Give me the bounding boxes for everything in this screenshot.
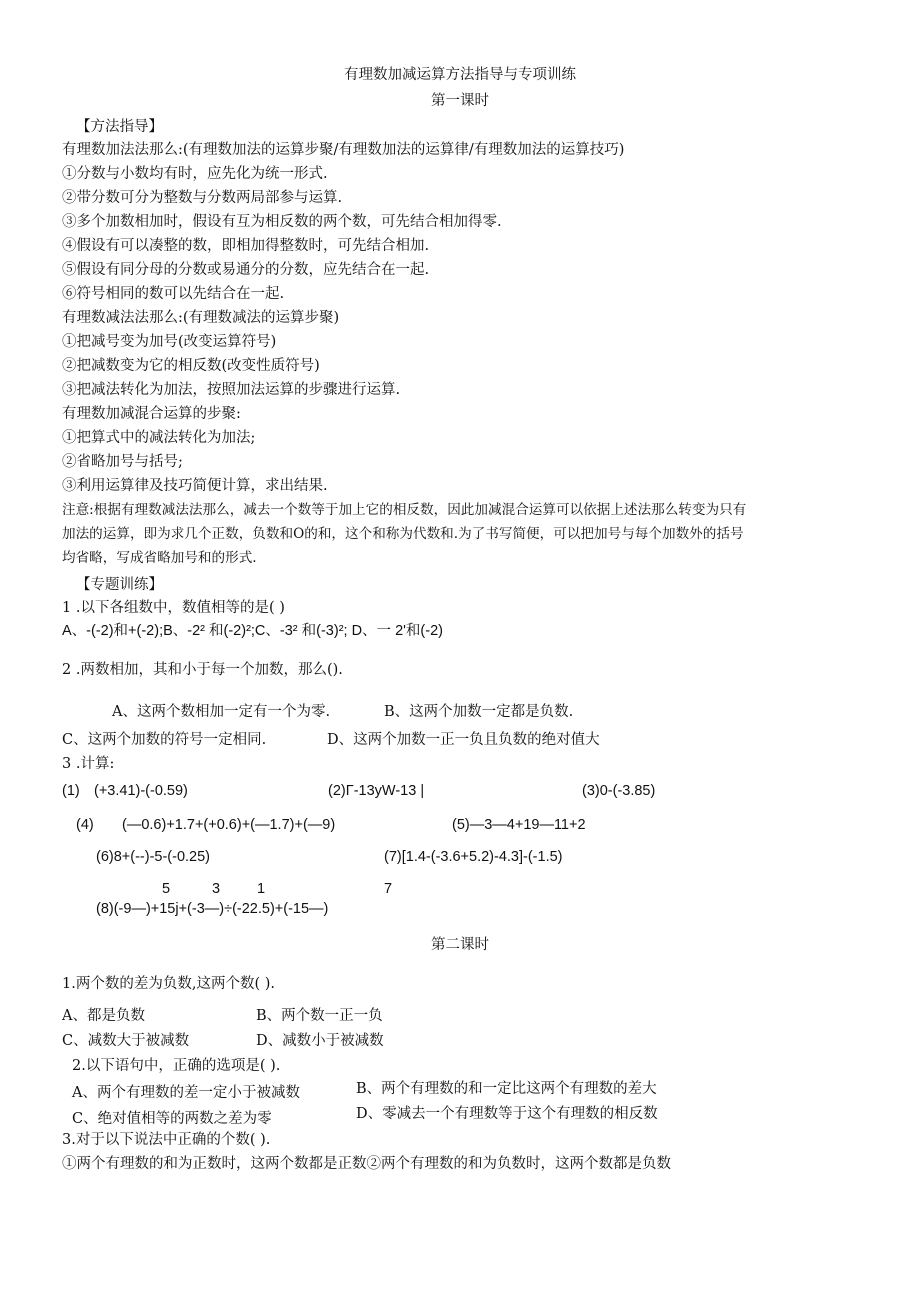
question-2-option-d: D、这两个加数一正一负且负数的绝对值大 [327,732,600,748]
calc-1-label: (1) [62,783,80,799]
lesson-one-heading: 第一课时 [431,93,489,109]
question-3: 3 .计算: [62,756,115,772]
add-rule-4: ④假设有可以凑整的数，即相加得整数时，可先结合相加. [62,238,430,254]
problem-1-option-a: A、都是负数 [62,1008,145,1024]
calc-2: (2)Γ-13yW-13 | [328,783,425,799]
problem-3-statement: ①两个有理数的和为正数时，这两个数都是正数②两个有理数的和为负数时，这两个数都是负数 [62,1156,671,1172]
problem-1-option-c: C、减数大于被减数 [62,1033,190,1049]
problem-1: 1.两个数的差为负数,这两个数( ). [62,976,275,992]
add-rule-intro: 有理数加法法那么:(有理数加法的运算步聚/有理数加法的运算律/有理数加法的运算技巧) [62,142,625,158]
calc-7: (7)[1.4-(-3.6+5.2)-4.3]-(-1.5) [384,849,563,865]
add-rule-6: ⑥符号相同的数可以先结合在一起. [62,286,285,302]
mixed-rule-2: ②省略加号与括号; [62,454,183,470]
note-line-2: 加法的运算，即为求几个正数，负数和O的和，这个和称为代数和.为了书写简便，可以把加号与每个加数外的括号 [62,526,744,542]
sub-rule-2: ②把减数变为它的相反数(改变性质符号) [62,358,320,374]
question-2: 2 .两数相加，其和小于每一个加数，那么(). [62,662,343,678]
problem-2-option-b: B、两个有理数的和一定比这两个有理数的差大 [356,1081,657,1097]
mixed-intro: 有理数加减混合运算的步聚: [62,406,241,422]
note-line-1: 注意:根据有理数减法法那么，减去一个数等于加上它的相反数，因此加减混合运算可以依据上述法那么转变为只有 [62,502,747,518]
mixed-rule-1: ①把算式中的减法转化为加法; [62,430,256,446]
page-title: 有理数加减运算方法指导与专项训练 [344,67,576,83]
calc-5: (5)—3—4+19—11+2 [452,817,586,833]
calc-8: (8)(-9—)+15j+(-3—)÷(-22.5)+(-15—) [96,901,329,917]
note-line-3: 均省略，写成省略加号和的形式. [62,550,257,566]
problem-1-option-d: D、减数小于被减数 [256,1033,384,1049]
problem-2-option-d: D、零减去一个有理数等于这个有理数的相反数 [356,1106,658,1122]
calc-8-fraction-top-2: 3 [212,881,221,897]
question-2-option-c: C、这两个加数的符号一定相同. [62,732,267,748]
problem-2: 2.以下语句中，正确的选项是( ). [72,1058,281,1074]
method-heading: 【方法指导】 [76,119,163,135]
problem-2-option-c: C、绝对值相等的两数之差为零 [72,1111,272,1127]
sub-rule-1: ①把减号变为加号(改变运算符号) [62,334,277,350]
training-heading: 【专题训练】 [76,577,163,593]
question-2-option-b: B、这两个加数一定都是负数. [384,704,574,720]
problem-1-option-b: B、两个数一正一负 [256,1008,383,1024]
add-rule-1: ①分数与小数均有时，应先化为统一形式. [62,166,328,182]
question-2-option-a: A、这两个数相加一定有一个为零. [112,704,331,720]
lesson-two-heading: 第二课时 [431,937,489,953]
calc-3: (3)0-(-3.85) [582,783,656,799]
calc-8-fraction-top-4: 7 [384,881,393,897]
calc-6: (6)8+(--)-5-(-0.25) [96,849,210,865]
calc-8-fraction-top-1: 5 [162,881,171,897]
add-rule-3: ③多个加数相加时，假设有互为相反数的两个数，可先结合相加得零. [62,214,502,230]
mixed-rule-3: ③利用运算律及技巧简便计算，求出结果. [62,478,328,494]
question-1: 1 .以下各组数中，数值相等的是( ) [62,600,285,616]
add-rule-2: ②带分数可分为整数与分数两局部参与运算. [62,190,343,206]
calc-8-fraction-top-3: 1 [257,881,266,897]
calc-4-label: (4) [76,817,94,833]
question-1-options: A、-(-2)和+(-2);B、-2² 和(-2)²;C、-3² 和(-3)²; D、一 2'和(-2) [62,623,443,639]
sub-rule-3: ③把减法转化为加法，按照加法运算的步骤进行运算. [62,382,401,398]
calc-4: (—0.6)+1.7+(+0.6)+(—1.7)+(—9) [122,817,336,833]
problem-2-option-a: A、两个有理数的差一定小于被减数 [72,1085,300,1101]
calc-1: (+3.41)-(-0.59) [94,783,188,799]
add-rule-5: ⑤假设有同分母的分数或易通分的分数，应先结合在一起. [62,262,430,278]
sub-rule-intro: 有理数减法法那么:(有理数减法的运算步聚) [62,310,340,326]
problem-3: 3.对于以下说法中正确的个数( ). [62,1132,271,1148]
